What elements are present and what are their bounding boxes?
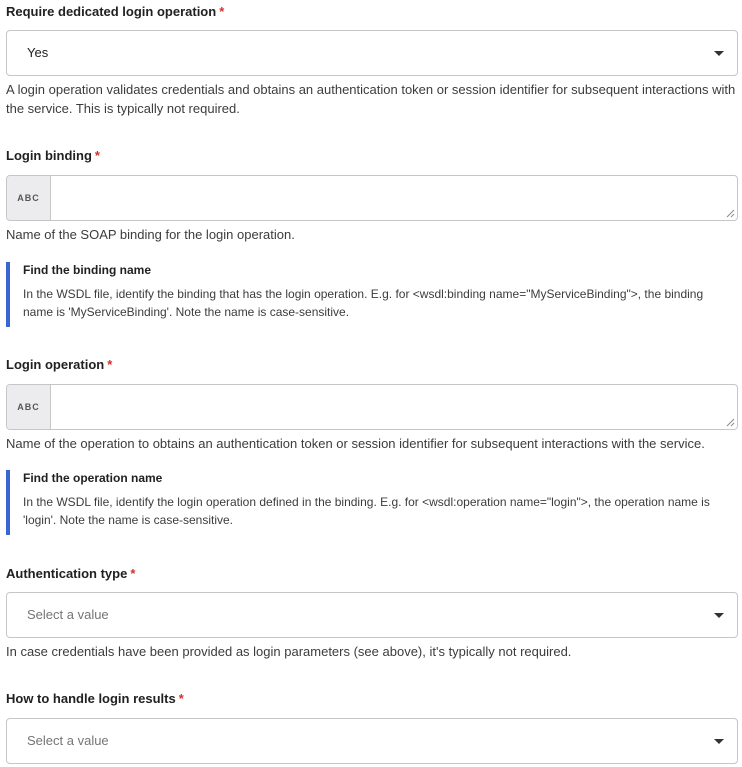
- require-login-label: Require dedicated login operation *: [6, 4, 225, 19]
- require-login-value: Yes: [27, 45, 49, 60]
- login-operation-input[interactable]: [51, 385, 737, 429]
- required-asterisk: *: [107, 357, 113, 372]
- require-login-select[interactable]: [6, 30, 738, 76]
- callout-body: In the WSDL file, identify the login operation defined in the binding. E.g. for <wsdl:operation name="login">, the operation name is 'login'. Note the name is case-sensitive.: [23, 495, 710, 527]
- login-binding-label: Login binding *: [6, 148, 100, 163]
- login-results-select[interactable]: [6, 718, 738, 764]
- login-operation-help: Name of the operation to obtains an authentication token or session identifier for subsequent interactions with the service.: [6, 436, 705, 451]
- login-binding-field[interactable]: [6, 175, 738, 221]
- authentication-type-placeholder: Select a value: [27, 607, 109, 622]
- required-asterisk: *: [130, 566, 136, 581]
- resize-grip-icon[interactable]: [726, 209, 735, 218]
- chevron-down-icon: [714, 613, 724, 618]
- login-binding-input[interactable]: [51, 176, 737, 220]
- abc-type-badge: ABC: [7, 176, 51, 220]
- binding-name-callout: [6, 262, 738, 327]
- resize-grip-icon[interactable]: [726, 418, 735, 427]
- authentication-type-label: Authentication type *: [6, 566, 136, 581]
- chevron-down-icon: [714, 739, 724, 744]
- abc-type-badge: ABC: [7, 385, 51, 429]
- chevron-down-icon: [714, 51, 724, 56]
- login-operation-label: Login operation *: [6, 357, 113, 372]
- login-operation-field[interactable]: [6, 384, 738, 430]
- required-asterisk: *: [178, 691, 184, 706]
- authentication-type-select[interactable]: [6, 592, 738, 638]
- callout-title: Find the binding name: [23, 263, 151, 277]
- operation-name-callout: [6, 470, 738, 535]
- callout-body: In the WSDL file, identify the binding that has the login operation. E.g. for <wsdl:binding name="MyServiceBinding">, the binding name is 'MyServiceBinding'. Note the name is case-sensitive.: [23, 287, 704, 319]
- login-results-placeholder: Select a value: [27, 733, 109, 748]
- require-login-help: A login operation validates credentials and obtains an authentication token or session identifier for subsequent interactions with the service. This is typically not required.: [6, 82, 736, 116]
- login-binding-help: Name of the SOAP binding for the login operation.: [6, 227, 295, 242]
- required-asterisk: *: [219, 4, 225, 19]
- required-asterisk: *: [94, 148, 100, 163]
- callout-title: Find the operation name: [23, 471, 163, 485]
- authentication-type-help: In case credentials have been provided as login parameters (see above), it's typically not required.: [6, 644, 572, 659]
- login-results-label: How to handle login results *: [6, 691, 184, 706]
